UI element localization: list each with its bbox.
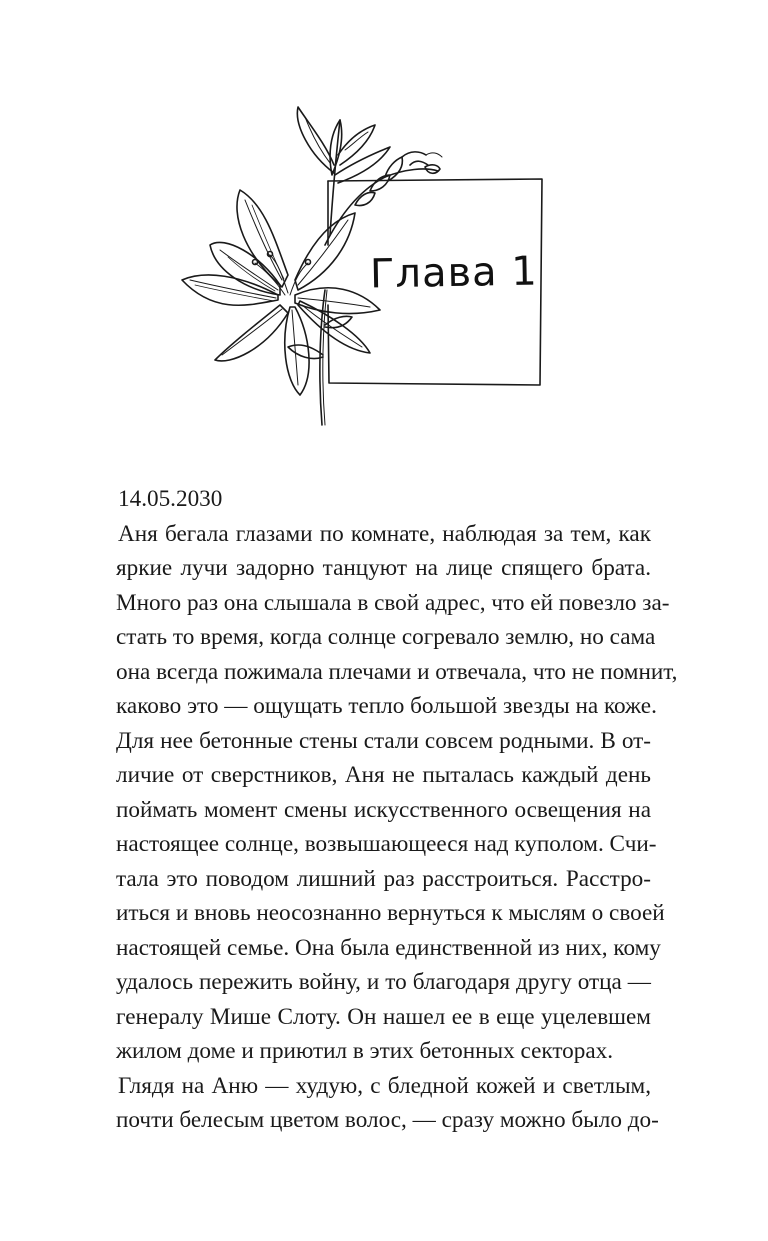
chapter-date: 14.05.2030 (118, 486, 223, 512)
text-line: Для нее бетонные стены стали совсем родными. В от- (116, 727, 651, 754)
text-line: иться и вновь неосознанно вернуться к мыслям о своей (116, 900, 665, 926)
text-line: настоящей семье. Она была единственной из них, кому (116, 934, 661, 961)
text-line: генералу Мише Слоту. Он нашел ее в еще уцелевшем (116, 1003, 651, 1030)
text-line: настоящее солнце, возвышающееся над куполом. Счи- (116, 831, 657, 857)
text-line: личие от сверстников, Аня не пыталась каждый день (116, 762, 651, 788)
text-line: яркие лучи задорно танцуют на лице спящего брата. (116, 555, 651, 581)
text-line: стать то время, когда солнце согревало землю, но сама (116, 624, 656, 650)
text-line: жилом доме и приютил в этих бетонных секторах. (116, 1038, 614, 1064)
paragraph-1 (116, 517, 678, 1069)
text-line: поймать момент смены искусственного освещения на (116, 796, 651, 823)
chapter-header (170, 95, 550, 435)
text-line: Глядя на Аню — худую, с бледной кожей и светлым, (118, 1072, 651, 1099)
text-line: Аня бегала глазами по комнате, наблюдая за тем, как (118, 520, 651, 547)
text-line: тала это поводом лишний раз расстроиться. Расстро- (116, 865, 651, 892)
text-line: она всегда пожимала плечами и отвечала, что не помнит, (116, 658, 678, 685)
text-line: удалось пережить войну, и то благодаря другу отца — (116, 969, 651, 995)
chapter-text (116, 482, 678, 1138)
paragraph-2 (116, 1069, 659, 1138)
text-line: Много раз она слышала в свой адрес, что ей повезло за- (116, 589, 670, 616)
text-line: каково это — ощущать тепло большой звезды на коже. (116, 693, 657, 719)
text-line: почти белесым цветом волос, — сразу можно было до- (116, 1107, 659, 1133)
chapter-title: Глава 1 (369, 248, 539, 298)
